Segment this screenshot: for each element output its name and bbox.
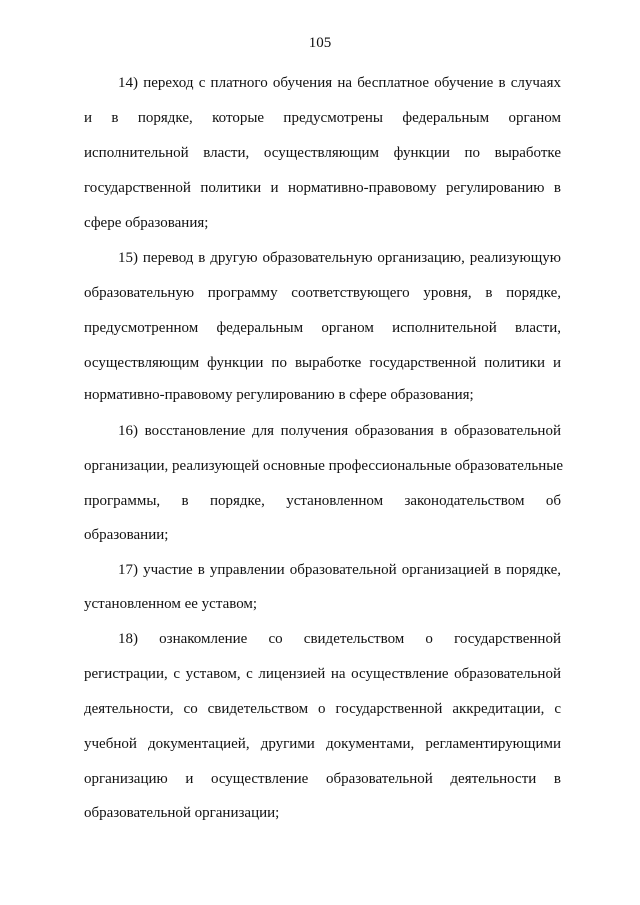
text-line: осуществляющим функции по выработке государственной политики и xyxy=(84,355,561,371)
text-line: исполнительной власти, осуществляющим функции по выработке xyxy=(84,145,561,161)
text-line: образовании; xyxy=(84,527,169,543)
text-line: учебной документацией, другими документами, регламентирующими xyxy=(84,736,561,752)
text-line: организацию и осуществление образовательной деятельности в xyxy=(84,771,561,787)
text-line: предусмотренном федеральным органом исполнительной власти, xyxy=(84,320,561,336)
text-line: регистрации, с уставом, с лицензией на осуществление образовательной xyxy=(84,666,561,682)
text-line: образовательной организации; xyxy=(84,805,280,821)
text-line: государственной политики и нормативно-правовому регулированию в xyxy=(84,180,561,196)
text-line: нормативно-правовому регулированию в сфере образования; xyxy=(84,387,474,403)
text-line: деятельности, со свидетельством о государственной аккредитации, с xyxy=(84,701,561,717)
text-line: 17) участие в управлении образовательной организацией в порядке, xyxy=(118,562,561,578)
text-line: 15) перевод в другую образовательную организацию, реализующую xyxy=(118,250,561,266)
text-line: сфере образования; xyxy=(84,215,209,231)
page-number: 105 xyxy=(308,35,332,51)
text-line: образовательную программу соответствующего уровня, в порядке, xyxy=(84,285,561,301)
text-line: 16) восстановление для получения образования в образовательной xyxy=(118,423,561,439)
text-line: организации, реализующей основные профессиональные образовательные xyxy=(84,458,563,474)
text-line: программы, в порядке, установленном законодательством об xyxy=(84,493,561,509)
text-line: и в порядке, которые предусмотрены федеральным органом xyxy=(84,110,561,126)
text-line: 18) ознакомление со свидетельством о государственной xyxy=(118,631,561,647)
text-line: установленном ее уставом; xyxy=(84,596,258,612)
text-line: 14) переход с платного обучения на бесплатное обучение в случаях xyxy=(118,75,561,91)
